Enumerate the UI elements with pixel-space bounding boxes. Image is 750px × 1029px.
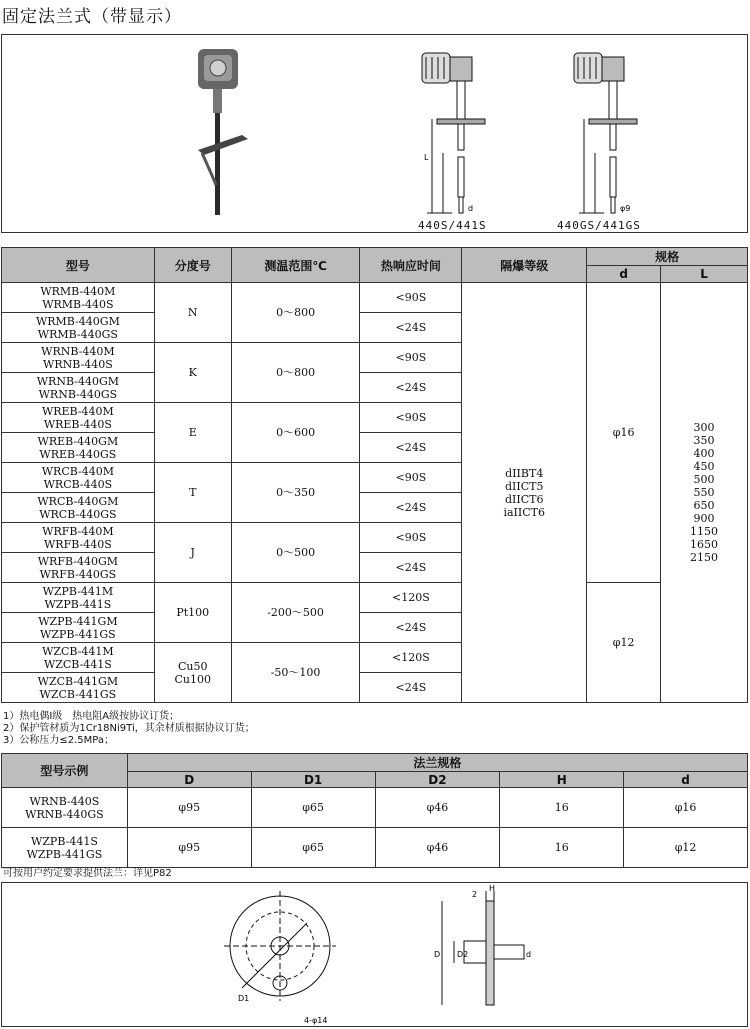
model-cell [2, 343, 155, 373]
response-cell: <90S [360, 463, 462, 493]
flange-D2-cell: φ46 [375, 828, 500, 868]
model-name: WRFB-440GS [39, 567, 117, 581]
label-D: D [434, 950, 441, 959]
explosion-cell: dIIBT4 dIICT5 dIICT6 iaIICT6 [462, 283, 587, 703]
model-name: WRFB-440S [44, 537, 112, 551]
model-name: WRMB-440GM [35, 314, 120, 328]
flange-d-cell: φ12 [624, 828, 748, 868]
model-name: WZPB-441GM [38, 614, 118, 628]
caption-440s: 440S/441S [418, 219, 487, 232]
dim-label-L: L [424, 153, 429, 162]
flange-H-cell: 16 [500, 828, 624, 868]
model-cell [2, 523, 155, 553]
model-name: WZPB-441GS [40, 627, 116, 641]
model-name: WZCB-441M [42, 644, 114, 658]
model-name: WZPB-441M [42, 584, 114, 598]
model-name: WRMB-440GS [37, 327, 118, 341]
model-cell [2, 493, 155, 523]
model-name: WZPB-441S [30, 834, 98, 848]
response-cell: <24S [360, 373, 462, 403]
flange-drawing [2, 883, 747, 1026]
model-name: WRFB-440M [42, 524, 114, 538]
L-cell: 300 350 400 450 500 550 650 900 1150 1650 2150 [661, 283, 748, 703]
model-cell [2, 828, 128, 868]
flange-H-cell: 16 [500, 788, 624, 828]
flange-d-cell: φ16 [624, 788, 748, 828]
model-cell [2, 373, 155, 403]
note-item: 3）公称压力≤2.5MPa； [3, 735, 114, 746]
model-name: WZCB-441GS [39, 687, 117, 701]
response-cell: <90S [360, 343, 462, 373]
model-cell [2, 313, 155, 343]
label-4phi14: 4-φ14 [304, 1016, 328, 1025]
flange-side-view [442, 891, 524, 1005]
model-name: WREB-440M [41, 404, 114, 418]
response-cell: <24S [360, 553, 462, 583]
range-cell: 0～800 [231, 283, 360, 343]
model-cell [2, 403, 155, 433]
model-cell [2, 553, 155, 583]
graduation-cell: K [154, 343, 231, 403]
model-name: WZPB-441S [44, 597, 112, 611]
model-name: WRNB-440GS [38, 387, 118, 401]
model-cell [2, 673, 155, 703]
range-cell: -50～100 [231, 643, 360, 703]
header-spec: 规格 [587, 248, 748, 266]
header-fd: d [624, 772, 748, 788]
model-name: WRFB-440GM [37, 554, 119, 568]
response-cell: <90S [360, 523, 462, 553]
label-d: d [526, 950, 532, 959]
header-d: d [587, 266, 661, 283]
header-graduation: 分度号 [154, 248, 231, 283]
model-name: WRCB-440GM [37, 494, 119, 508]
model-cell [2, 433, 155, 463]
footnote: 可按用户约定要求提供法兰：详见P82 [3, 868, 172, 879]
header-response: 热响应时间 [360, 248, 462, 283]
graduation-cell: N [154, 283, 231, 343]
header-D: D [127, 772, 251, 788]
flange-table [1, 753, 748, 868]
model-cell [2, 643, 155, 673]
drawing-440gs [574, 53, 637, 213]
graduation-cell: E [154, 403, 231, 463]
response-cell: <24S [360, 613, 462, 643]
graduation-cell: J [154, 523, 231, 583]
model-name: WRNB-440GS [25, 807, 104, 821]
notes [3, 711, 255, 747]
model-cell [2, 788, 128, 828]
flange-D1-cell: φ65 [251, 828, 375, 868]
table-row [2, 583, 748, 613]
model-cell [2, 283, 155, 313]
flange-front-view [224, 891, 336, 1001]
model-name: WRNB-440S [29, 794, 100, 808]
spec-table [1, 247, 748, 703]
label-D1: D1 [238, 994, 250, 1003]
model-name: WRCB-440M [41, 464, 115, 478]
model-name: WREB-440GS [39, 447, 117, 461]
range-cell: 0～350 [231, 463, 360, 523]
model-name: WZPB-441GS [26, 847, 103, 861]
dim-label-d: d [468, 204, 474, 213]
response-cell: <90S [360, 403, 462, 433]
model-name: WZCB-441S [43, 657, 112, 671]
response-cell: <24S [360, 673, 462, 703]
response-cell: <24S [360, 493, 462, 523]
model-name: WREB-440S [43, 417, 112, 431]
header-explosion: 隔爆等级 [462, 248, 587, 283]
header-range: 测温范围℃ [231, 248, 360, 283]
model-name: WRCB-440GS [39, 507, 117, 521]
header-flange-spec: 法兰规格 [127, 754, 747, 772]
graduation-cell: Pt100 [154, 583, 231, 643]
response-cell: <90S [360, 283, 462, 313]
product-figure-panel [1, 34, 748, 233]
range-cell: -200～500 [231, 583, 360, 643]
page-title: 固定法兰式（带显示） [2, 7, 182, 27]
flange-D-cell: φ95 [127, 788, 251, 828]
d-cell: φ12 [587, 583, 661, 703]
model-name: WRNB-440M [41, 344, 115, 358]
model-name: WRNB-440GM [36, 374, 120, 388]
response-cell: <120S [360, 643, 462, 673]
label-D2: D2 [457, 950, 469, 959]
model-name: WRMB-440S [42, 297, 114, 311]
response-cell: <24S [360, 313, 462, 343]
table-row [2, 283, 748, 313]
model-cell [2, 463, 155, 493]
d-cell: φ16 [587, 283, 661, 583]
range-cell: 0～800 [231, 343, 360, 403]
model-cell [2, 583, 155, 613]
flange-D2-cell: φ46 [375, 788, 500, 828]
flange-D1-cell: φ65 [251, 788, 375, 828]
range-cell: 0～600 [231, 403, 360, 463]
graduation-cell: T [154, 463, 231, 523]
sensor-photo [198, 49, 248, 215]
product-illustrations [2, 35, 747, 232]
table-row [2, 828, 748, 868]
range-cell: 0～500 [231, 523, 360, 583]
header-model: 型号 [2, 248, 155, 283]
header-H: H [500, 772, 624, 788]
header-L: L [661, 266, 748, 283]
dim-label-phi9: φ9 [620, 204, 631, 213]
note-item: 1）热电偶I级 热电阻A级按协议订货； [3, 711, 180, 722]
caption-440gs: 440GS/441GS [557, 219, 641, 232]
model-name: WRCB-440S [43, 477, 113, 491]
model-name: WRMB-440M [40, 284, 116, 298]
header-D1: D1 [251, 772, 375, 788]
response-cell: <24S [360, 433, 462, 463]
graduation-cell: Cu50 Cu100 [154, 643, 231, 703]
model-name: WRNB-440S [43, 357, 113, 371]
note-item: 2）保护管材质为1Cr18Ni9Ti，其余材质根据协议订货； [3, 723, 255, 734]
model-name: WREB-440GM [37, 434, 119, 448]
response-cell: <120S [360, 583, 462, 613]
model-cell [2, 613, 155, 643]
label-H: H [489, 884, 496, 893]
flange-drawing-panel [1, 882, 748, 1027]
header-D2: D2 [375, 772, 500, 788]
header-example: 型号示例 [2, 754, 128, 788]
flange-D-cell: φ95 [127, 828, 251, 868]
table-row [2, 788, 748, 828]
drawing-440s [422, 53, 485, 213]
label-2: 2 [472, 890, 478, 899]
model-name: WZCB-441GM [37, 674, 119, 688]
